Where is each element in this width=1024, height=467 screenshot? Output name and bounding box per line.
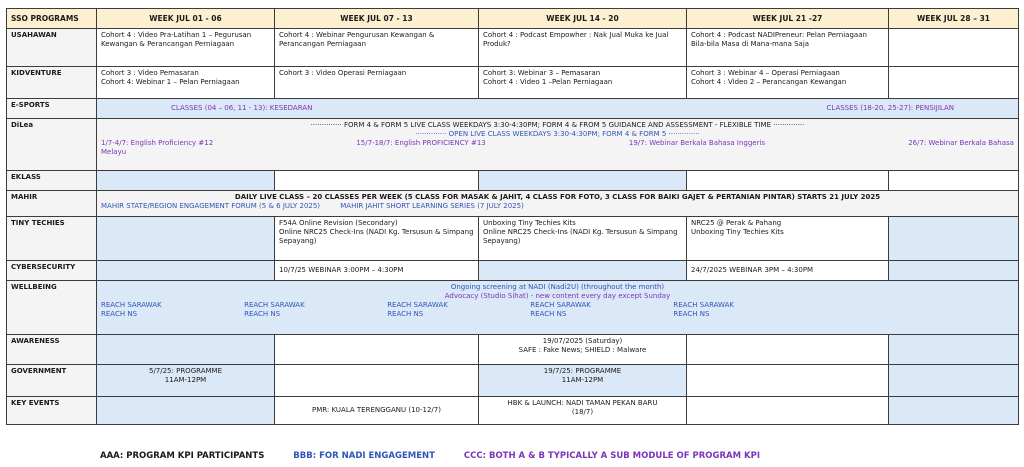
dilea-line1: ·············· FORM 4 & FORM 5 LIVE CLASS WEEKDAYS 3:30-4:30PM; FORM 4 & FROM 5 GUIDANCE AND ASSESSMENT - FLEXIBLE TIME ·············· xyxy=(310,121,805,129)
row-label-usahawan: USAHAWAN xyxy=(7,29,97,67)
wellbeing-reach-1: REACH SARAWAK REACH NS xyxy=(101,301,162,318)
schedule-table xyxy=(6,8,1019,425)
esports-classes-pensijilan: CLASSES (18-20, 25-27): PENSIJILAN xyxy=(826,104,954,112)
wellbeing-reach-5: REACH SARAWAK REACH NS xyxy=(673,301,734,318)
row-government xyxy=(7,365,1019,397)
dilea-line2: ·············· OPEN LIVE CLASS WEEKDAYS 3:30-4:30PM; FORM 4 & FORM 5 ·············· xyxy=(415,130,700,138)
row-tiny-techies xyxy=(7,217,1019,261)
cyber-week5 xyxy=(889,261,1019,281)
row-cybersecurity xyxy=(7,261,1019,281)
government-week1 xyxy=(97,365,275,397)
row-label-cybersecurity: CYBERSECURITY xyxy=(7,261,97,281)
legend xyxy=(100,451,786,461)
kidventure-week2: Cohort 3 : Video Operasi Perniagaan xyxy=(275,67,479,99)
tiny-week3 xyxy=(479,217,687,261)
eklass-week5 xyxy=(889,171,1019,191)
mahir-span xyxy=(97,191,1019,217)
row-awareness xyxy=(7,335,1019,365)
keyevents-w3-line1: HBK & LAUNCH: NADI TAMAN PEKAN BARU xyxy=(507,399,658,407)
tiny-w3-line1: Unboxing Tiny Techies Kits xyxy=(483,219,576,227)
keyevents-week5 xyxy=(889,397,1019,425)
row-dilea xyxy=(7,119,1019,171)
row-label-wellbeing: WELLBEING xyxy=(7,281,97,335)
tiny-week2 xyxy=(275,217,479,261)
awareness-week1 xyxy=(97,335,275,365)
cyber-week2: 10/7/25 WEBINAR 3:00PM – 4:30PM xyxy=(275,261,479,281)
row-label-kidventure: KIDVENTURE xyxy=(7,67,97,99)
row-kidventure xyxy=(7,67,1019,99)
dilea-events xyxy=(101,139,1014,148)
keyevents-week2: PMR: KUALA TERENGGANU (10-12/7) xyxy=(275,397,479,425)
keyevents-week4 xyxy=(687,397,889,425)
header-week-2: WEEK JUL 07 - 13 xyxy=(275,9,479,29)
wellbeing-advocacy: Advocacy (Studio Sihat) - new content every day except Sunday xyxy=(444,292,671,300)
wellbeing-screening: Ongoing screening at NADI (Nadi2U) (throughout the month) xyxy=(450,283,665,291)
government-w1-programme: 5/7/25: PROGRAMME xyxy=(148,367,222,375)
kidventure-w4-line2: Cohort 4 : Video 2 – Perancangan Kewangan xyxy=(691,78,847,86)
tiny-w4-line2: Unboxing Tiny Techies Kits xyxy=(691,228,784,236)
header-program: SSO PROGRAMS xyxy=(7,9,97,29)
eklass-week4 xyxy=(687,171,889,191)
government-w3-programme: 19/7/25: PROGRAMME xyxy=(543,367,622,375)
row-key-events xyxy=(7,397,1019,425)
cyber-week4: 24/7/2025 WEBINAR 3PM – 4:30PM xyxy=(687,261,889,281)
kidventure-week4 xyxy=(687,67,889,99)
tiny-week1 xyxy=(97,217,275,261)
government-w3-time: 11AM-12PM xyxy=(561,376,604,384)
awareness-week4 xyxy=(687,335,889,365)
row-label-eklass: EKLASS xyxy=(7,171,97,191)
usahawan-week1: Cohort 4 : Video Pra-Latihan 1 – Pegurusan Kewangan & Perancangan Perniagaan xyxy=(97,29,275,67)
mahir-jahit-series: MAHIR JAHIT SHORT LEARNING SERIES (7 JULY 2025) xyxy=(340,202,524,210)
dilea-event-4: 26/7: Webinar Berkala Bahasa xyxy=(908,139,1014,147)
dilea-event-2: 15/7-18/7: English PROFICIENCY #13 xyxy=(356,139,486,147)
usahawan-week3: Cohort 4 : Podcast Empowher : Nak Jual Muka ke Jual Produk? xyxy=(479,29,687,67)
awareness-date: 19/07/2025 (Saturday) xyxy=(542,337,623,345)
row-label-esports: E-SPORTS xyxy=(7,99,97,119)
kidventure-w3-line2: Cohort 4 : Video 1 –Pelan Perniagaan xyxy=(483,78,613,86)
dilea-span xyxy=(97,119,1019,171)
row-usahawan xyxy=(7,29,1019,67)
row-mahir xyxy=(7,191,1019,217)
kidventure-w4-line1: Cohort 3 : Webinar 4 – Operasi Perniagaan xyxy=(691,69,840,77)
header-week-1: WEEK JUL 01 - 06 xyxy=(97,9,275,29)
government-week4 xyxy=(687,365,889,397)
keyevents-week3 xyxy=(479,397,687,425)
kidventure-w3-line1: Cohort 3: Webinar 3 – Pemasaran xyxy=(483,69,601,77)
government-week2 xyxy=(275,365,479,397)
legend-ccc: CCC: BOTH A & B TYPICALLY A SUB MODULE OF PROGRAM KPI xyxy=(463,451,760,461)
awareness-week3 xyxy=(479,335,687,365)
legend-bbb: BBB: FOR NADI ENGAGEMENT xyxy=(293,451,435,461)
eklass-week1 xyxy=(97,171,275,191)
header-week-3: WEEK JUL 14 - 20 xyxy=(479,9,687,29)
usahawan-week4: Cohort 4 : Podcast NADIPreneur: Pelan Perniagaan Bila-bila Masa di Mana-mana Saja xyxy=(687,29,889,67)
usahawan-week5 xyxy=(889,29,1019,67)
row-label-tiny-techies: TINY TECHIES xyxy=(7,217,97,261)
usahawan-week2: Cohort 4 : Webinar Pengurusan Kewangan & Perancangan Perniagaan xyxy=(275,29,479,67)
row-eklass xyxy=(7,171,1019,191)
tiny-week4 xyxy=(687,217,889,261)
awareness-topics: SAFE : Fake News; SHIELD : Malware xyxy=(518,346,647,354)
mahir-forum: MAHIR STATE/REGION ENGAGEMENT FORUM (5 & 6 JULY 2025) xyxy=(101,202,321,210)
header-week-5: WEEK JUL 28 – 31 xyxy=(889,9,1019,29)
dilea-event-1: 1/7-4/7: English Proficiency #12 xyxy=(101,139,214,147)
government-week3 xyxy=(479,365,687,397)
kidventure-w1-line2: Cohort 4: Webinar 1 – Pelan Perniagaan xyxy=(101,78,240,86)
eklass-week2 xyxy=(275,171,479,191)
row-label-dilea: DiLea xyxy=(7,119,97,171)
wellbeing-reach-row xyxy=(101,301,1014,319)
row-label-government: GOVERNMENT xyxy=(7,365,97,397)
eklass-week3 xyxy=(479,171,687,191)
kidventure-week3 xyxy=(479,67,687,99)
esports-classes-kesedaran: CLASSES (04 – 06, 11 - 13): KESEDARAN xyxy=(171,104,313,112)
kidventure-week5 xyxy=(889,67,1019,99)
cyber-week1 xyxy=(97,261,275,281)
header-row xyxy=(7,9,1019,29)
wellbeing-reach-2: REACH SARAWAK REACH NS xyxy=(244,301,305,318)
government-week5 xyxy=(889,365,1019,397)
row-wellbeing xyxy=(7,281,1019,335)
tiny-w2-line1: F54A Online Revision (Secondary) xyxy=(279,219,398,227)
dilea-event-3: 19/7: Webinar Berkala Bahasa Inggeris xyxy=(628,139,766,147)
tiny-week5 xyxy=(889,217,1019,261)
kidventure-week1 xyxy=(97,67,275,99)
row-label-awareness: AWARENESS xyxy=(7,335,97,365)
dilea-event-4-cont: Melayu xyxy=(101,148,127,156)
tiny-w4-line1: NRC25 @ Perak & Pahang xyxy=(691,219,782,227)
esports-span xyxy=(97,99,1019,119)
kidventure-w1-line1: Cohort 3 : Video Pemasaran xyxy=(101,69,199,77)
cyber-week3 xyxy=(479,261,687,281)
wellbeing-reach-4: REACH SARAWAK REACH NS xyxy=(530,301,591,318)
tiny-w3-line2: Online NRC25 Check-Ins (NADI Kg. Tersusun & Simpang Sepayang) xyxy=(483,228,678,245)
keyevents-week1 xyxy=(97,397,275,425)
wellbeing-span xyxy=(97,281,1019,335)
government-w1-time: 11AM-12PM xyxy=(164,376,207,384)
mahir-line2 xyxy=(101,202,1014,211)
awareness-week5 xyxy=(889,335,1019,365)
row-label-mahir: MAHIR xyxy=(7,191,97,217)
row-label-key-events: KEY EVENTS xyxy=(7,397,97,425)
awareness-week2 xyxy=(275,335,479,365)
keyevents-w3-line2: (18/7) xyxy=(571,408,594,416)
wellbeing-reach-3: REACH SARAWAK REACH NS xyxy=(387,301,448,318)
header-week-4: WEEK JUL 21 -27 xyxy=(687,9,889,29)
row-esports xyxy=(7,99,1019,119)
tiny-w2-line2: Online NRC25 Check-Ins (NADI Kg. Tersusun & Simpang Sepayang) xyxy=(279,228,474,245)
mahir-line1: DAILY LIVE CLASS – 20 CLASSES PER WEEK (5 CLASS FOR MASAK & JAHIT, 4 CLASS FOR FOTO, 3 CLASS FOR BAIKI GAJET & PERTANIAN PINTAR) STARTS 21 JULY 2025 xyxy=(234,193,881,201)
legend-aaa: AAA: PROGRAM KPI PARTICIPANTS xyxy=(100,451,265,461)
